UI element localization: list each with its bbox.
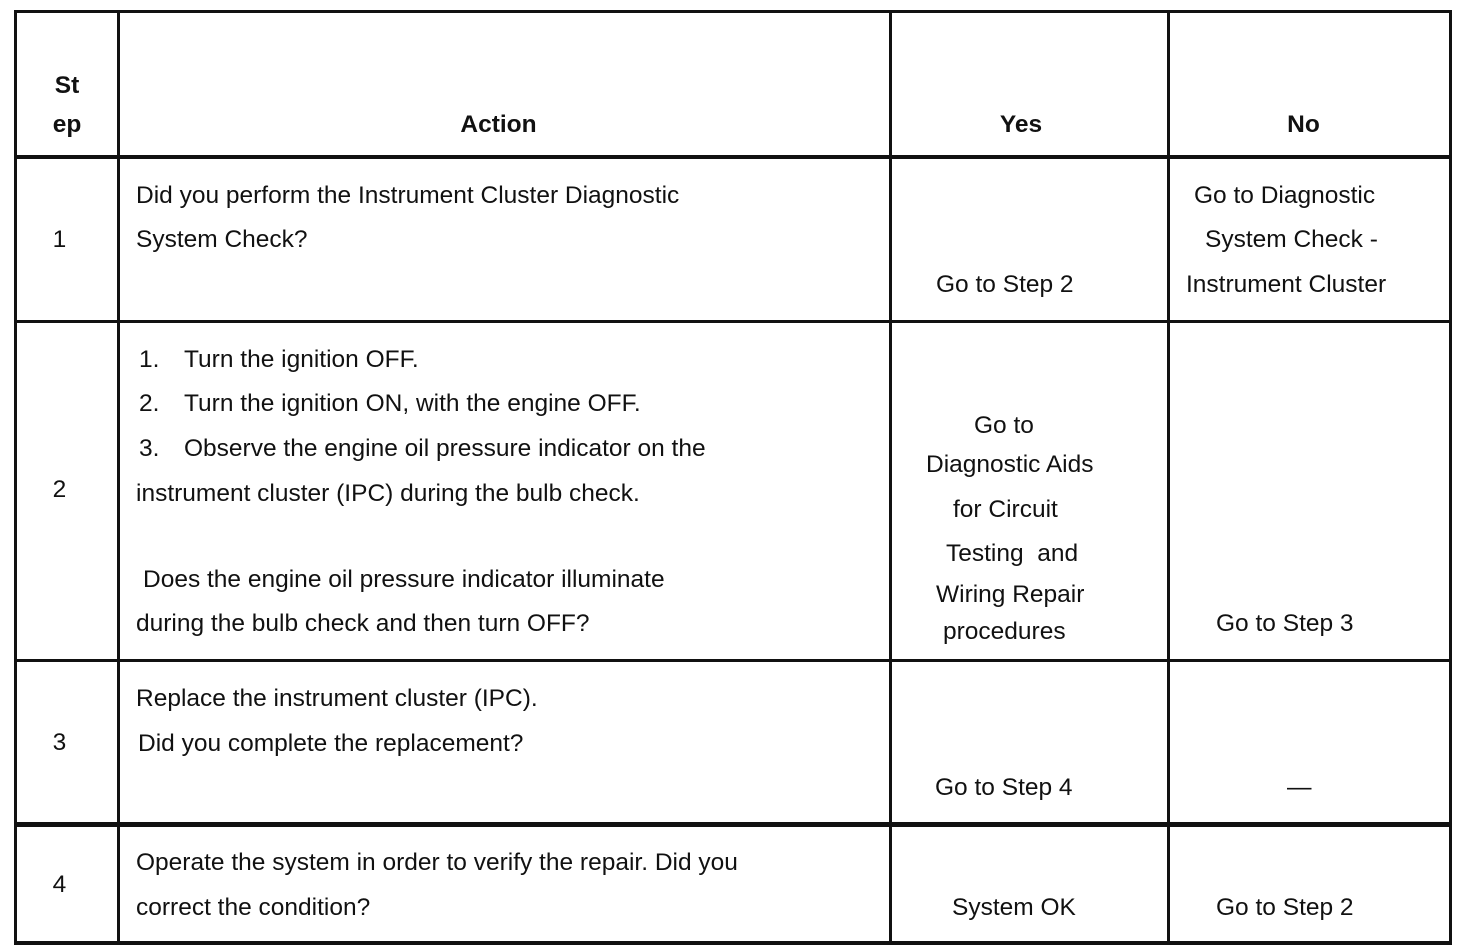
row-2-action-num-2: 2. xyxy=(139,390,160,417)
row-2-yes-line4: Testing and xyxy=(946,540,1079,567)
row-1-no-line2: System Check - xyxy=(1205,226,1378,253)
row-2-action-text-3: Observe the engine oil pressure indicator on the xyxy=(184,435,706,462)
row-divider-3 xyxy=(14,822,1452,827)
col-divider-yes xyxy=(1167,10,1170,945)
row-2-yes-line6: procedures xyxy=(943,618,1066,645)
row-1-action-line2: System Check? xyxy=(136,226,308,253)
row-divider-2 xyxy=(14,659,1452,662)
row-3-yes: Go to Step 4 xyxy=(935,774,1073,801)
row-2-yes-line3: for Circuit xyxy=(953,496,1058,523)
row-1-action-line1: Did you perform the Instrument Cluster Diagnostic xyxy=(136,182,680,209)
row-4-yes: System OK xyxy=(952,894,1076,921)
row-2-action-continuation: instrument cluster (IPC) during the bulb check. xyxy=(136,480,640,507)
row-4-action-line2: correct the condition? xyxy=(136,894,371,921)
table-border-right xyxy=(1449,10,1452,945)
table-border-bottom xyxy=(14,941,1452,945)
row-4-no: Go to Step 2 xyxy=(1216,894,1354,921)
row-divider-1 xyxy=(14,320,1452,323)
row-2-action-text-1: Turn the ignition OFF. xyxy=(184,346,419,373)
header-action: Action xyxy=(460,111,537,138)
row-2-action-num-1: 1. xyxy=(139,346,160,373)
row-2-yes-line1: Go to xyxy=(974,412,1034,439)
header-yes: Yes xyxy=(999,111,1043,138)
row-2-question-line2: during the bulb check and then turn OFF? xyxy=(136,610,590,637)
header-divider xyxy=(14,155,1452,159)
row-2-action-num-3: 3. xyxy=(139,435,160,462)
col-divider-step xyxy=(117,10,120,945)
row-4-action-line1: Operate the system in order to verify the repair. Did you xyxy=(136,849,738,876)
row-4-step: 4 xyxy=(52,871,67,898)
row-1-no-line3: Instrument Cluster xyxy=(1186,271,1387,298)
col-divider-action xyxy=(889,10,892,945)
row-3-step: 3 xyxy=(52,729,67,756)
row-1-yes: Go to Step 2 xyxy=(936,271,1074,298)
row-2-question-line1: Does the engine oil pressure indicator illuminate xyxy=(143,566,665,593)
row-1-no-line1: Go to Diagnostic xyxy=(1194,182,1376,209)
row-2-no: Go to Step 3 xyxy=(1216,610,1354,637)
row-2-yes-line2: Diagnostic Aids xyxy=(926,451,1094,478)
row-2-yes-line5: Wiring Repair xyxy=(936,581,1085,608)
row-2-action-text-2: Turn the ignition ON, with the engine OFF. xyxy=(184,390,641,417)
table-border-top xyxy=(14,10,1452,13)
row-3-action-line1: Replace the instrument cluster (IPC). xyxy=(136,685,538,712)
row-3-no: — xyxy=(1287,774,1312,801)
row-2-step: 2 xyxy=(52,476,67,503)
header-step-line1: St xyxy=(54,72,80,99)
row-1-step: 1 xyxy=(52,226,67,253)
row-3-action-line2: Did you complete the replacement? xyxy=(138,730,524,757)
header-step-line2: ep xyxy=(52,111,82,138)
header-no: No xyxy=(1287,111,1320,138)
